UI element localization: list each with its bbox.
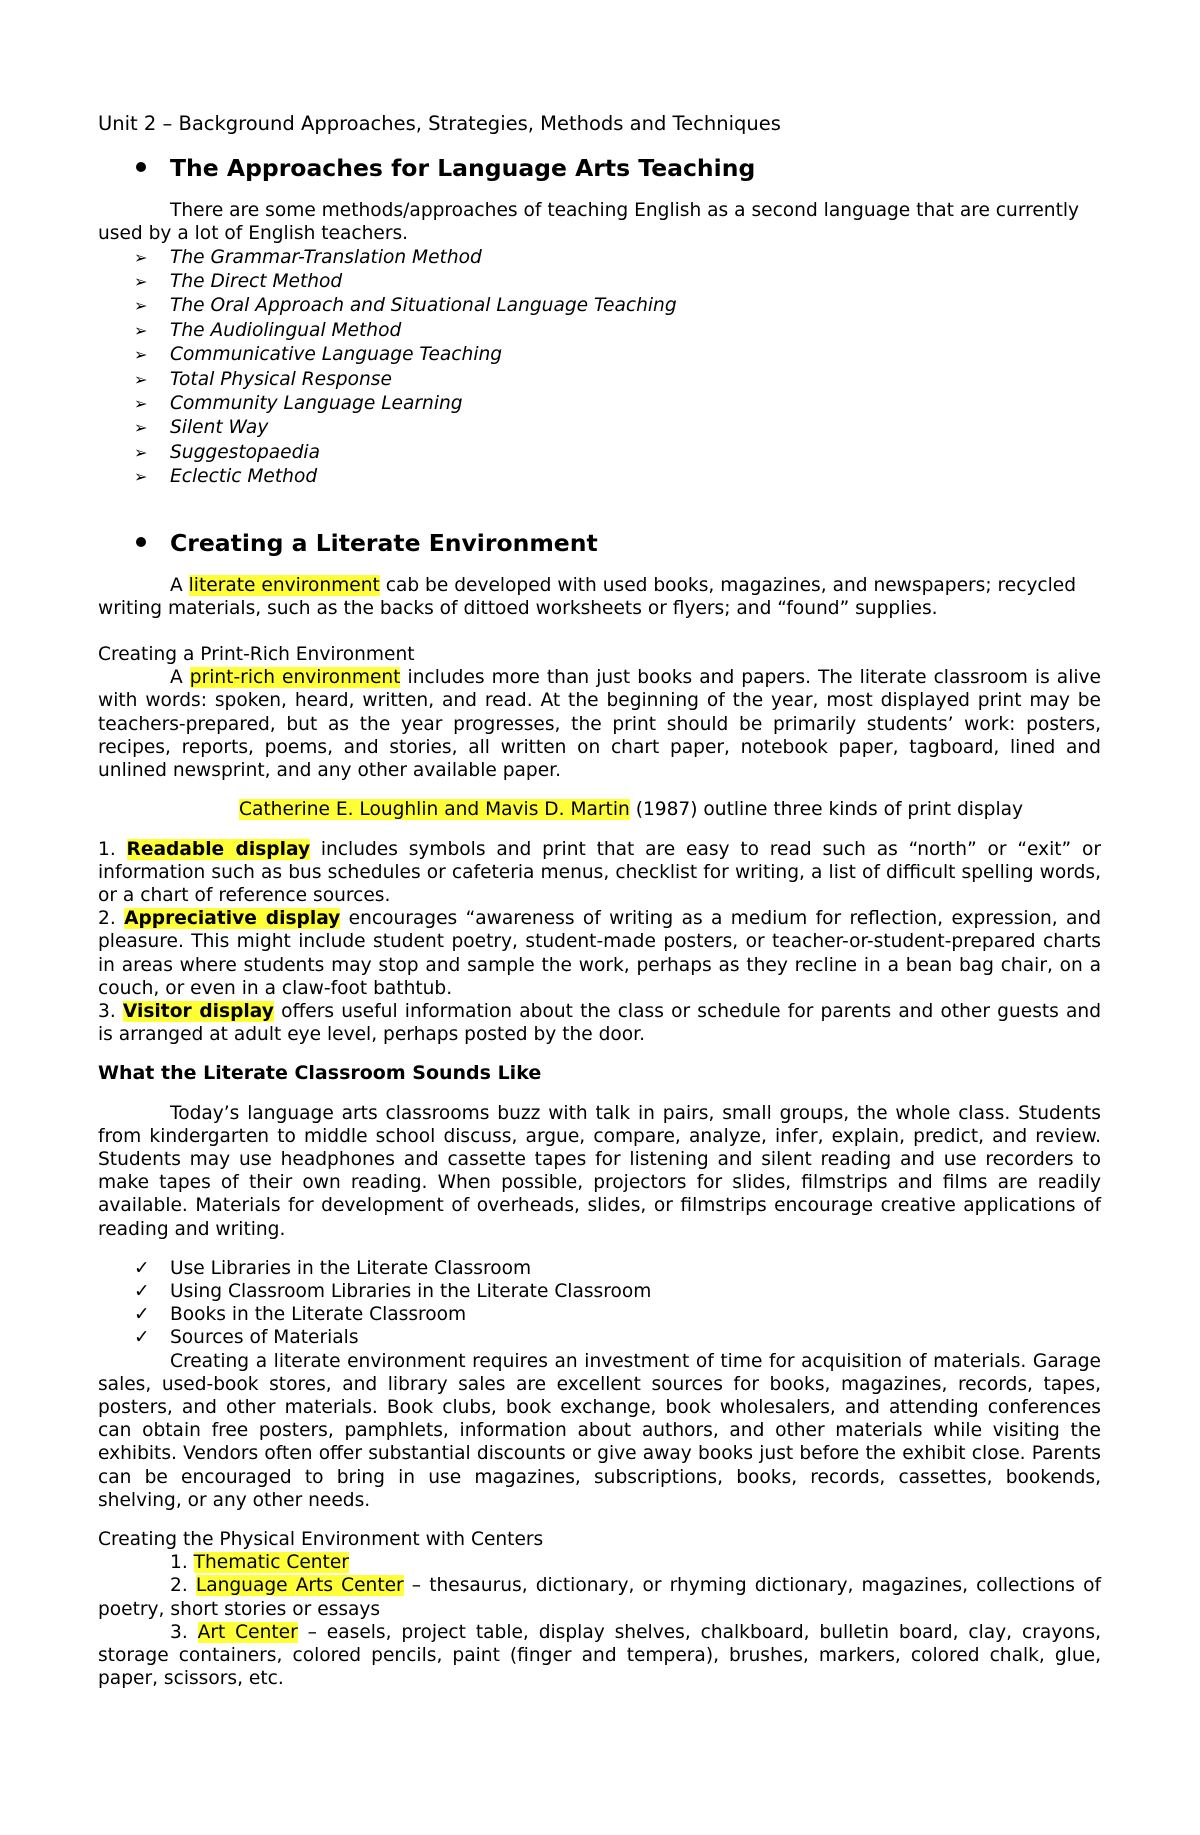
arrow-bullet-icon: ➢ bbox=[134, 442, 148, 462]
arrow-bullet-icon: ➢ bbox=[134, 320, 148, 340]
list-item: ✓ Use Libraries in the Literate Classroom bbox=[134, 1257, 532, 1279]
highlighted-term: Art Center bbox=[197, 1621, 298, 1643]
highlighted-term: Visitor display bbox=[122, 1000, 274, 1022]
display-item-visitor: 3. Visitor display offers useful information about the class or schedule for parents and other guests and is arranged at adult eye level, perhaps posted by the door. bbox=[98, 1000, 1102, 1046]
sounds-paragraph: Today’s language arts classrooms buzz with talk in pairs, small groups, the whole class. Students from kindergarten to middle school discuss, argue, compare, analyze, infer, explain, predict, and review. Students may use headphones and cassette tapes for listening and silent reading and use recorders to make tapes of their own reading. When possible, projectors for slides, filmstrips and films are readily available. Materials for development of overheads, slides, or filmstrips encourage creative applications of reading and writing. bbox=[98, 1102, 1101, 1240]
center-item-language-arts: 2. Language Arts Center – thesaurus, dictionary, or rhyming dictionary, magazines, collections of poetry, short stories or essays bbox=[98, 1575, 1102, 1620]
sounds-heading: What the Literate Classroom Sounds Like bbox=[98, 1062, 542, 1085]
arrow-bullet-icon: ➢ bbox=[134, 296, 148, 316]
section-heading-text: The Approaches for Language Arts Teaching bbox=[170, 154, 756, 183]
bullet-icon bbox=[136, 537, 146, 547]
arrow-bullet-icon: ➢ bbox=[134, 418, 148, 438]
checkmark-icon: ✓ bbox=[134, 1304, 150, 1326]
arrow-bullet-icon: ➢ bbox=[134, 369, 148, 389]
intro-paragraph: There are some methods/approaches of teaching English as a second language that are currently used by a lot of English teachers. bbox=[98, 200, 1080, 245]
list-item: ➢ The Audiolingual Method bbox=[98, 319, 1101, 343]
list-item: ✓ Sources of Materials bbox=[134, 1327, 359, 1349]
list-item: ✓ Using Classroom Libraries in the Literate Classroom bbox=[134, 1280, 652, 1302]
arrow-bullet-icon: ➢ bbox=[134, 467, 148, 487]
list-item: ➢ The Oral Approach and Situational Language Teaching bbox=[98, 294, 1101, 318]
document-page bbox=[98, 112, 1101, 1690]
arrow-bullet-icon: ➢ bbox=[134, 394, 148, 414]
list-item: ➢ The Direct Method bbox=[98, 270, 1101, 294]
list-item: ➢ Total Physical Response bbox=[98, 368, 1101, 392]
list-item: ➢ Eclectic Method bbox=[98, 465, 1101, 489]
section-heading-approaches bbox=[98, 153, 1101, 183]
print-rich-title: Creating a Print-Rich Environment bbox=[98, 644, 415, 666]
checklist bbox=[98, 1257, 1101, 1350]
list-item: ➢ Community Language Learning bbox=[98, 392, 1101, 416]
checkmark-icon: ✓ bbox=[134, 1280, 150, 1302]
center-item-thematic: 1. Thematic Center bbox=[170, 1552, 349, 1574]
highlighted-term: Appreciative display bbox=[124, 908, 341, 930]
checkmark-icon: ✓ bbox=[134, 1327, 150, 1349]
literate-environment-paragraph: A literate environment cab be developed with used books, magazines, and newspapers; recycled writing materials, such as the backs of dittoed worksheets or flyers; and “found” supplies. bbox=[98, 574, 1077, 619]
section-heading-text: Creating a Literate Environment bbox=[170, 528, 598, 557]
list-item: ➢ Communicative Language Teaching bbox=[98, 343, 1101, 367]
highlighted-term: print-rich environment bbox=[189, 667, 401, 689]
arrow-bullet-icon: ➢ bbox=[134, 345, 148, 365]
authors-line: Catherine E. Loughlin and Mavis D. Martin (1987) outline three kinds of print display bbox=[239, 799, 1024, 821]
display-item-appreciative: 2. Appreciative display encourages “awareness of writing as a medium for reflection, expression, and pleasure. This might include student poetry, student-made posters, or teacher-or-student-prepared charts in areas where students may stop and sample the work, perhaps as they recline in a bean bag chair, on a couch, or even in a claw-foot bathtub. bbox=[98, 908, 1101, 999]
centers-title: Creating the Physical Environment with Centers bbox=[98, 1528, 544, 1550]
arrow-bullet-icon: ➢ bbox=[134, 247, 148, 267]
list-item: ➢ The Grammar-Translation Method bbox=[98, 246, 1101, 270]
list-item: ➢ Silent Way bbox=[98, 416, 1101, 440]
list-item: ➢ Suggestopaedia bbox=[98, 441, 1101, 465]
unit-title: Unit 2 – Background Approaches, Strategies, Methods and Techniques bbox=[98, 112, 781, 135]
arrow-bullet-icon: ➢ bbox=[134, 272, 148, 292]
highlighted-term: literate environment bbox=[188, 574, 380, 596]
highlighted-term: Catherine E. Loughlin and Mavis D. Martin bbox=[239, 799, 630, 821]
methods-list bbox=[98, 246, 1101, 490]
sources-paragraph: Creating a literate environment requires an investment of time for acquisition of materials. Garage sales, used-book stores, and library sales are excellent sources for books, magazines, records, tapes, posters, and other materials. Book clubs, book exchange, book wholesalers, and attending conferences can obtain free posters, pamphlets, information about authors, and other materials while visiting the exhibits. Vendors often offer substantial discounts or give away books just before the exhibit close. Parents can be encouraged to bring in use magazines, subscriptions, books, records, cassettes, bookends, shelving, or any other needs. bbox=[98, 1350, 1101, 1511]
bullet-icon bbox=[136, 162, 146, 172]
highlighted-term: Language Arts Center bbox=[195, 1575, 404, 1597]
checkmark-icon: ✓ bbox=[134, 1257, 150, 1279]
highlighted-term: Thematic Center bbox=[193, 1552, 349, 1574]
highlighted-term: Readable display bbox=[126, 838, 311, 860]
display-item-readable: 1. Readable display includes symbols and print that are easy to read such as “north” or “exit” or information such as bus schedules or cafeteria menus, checklist for writing, a list of difficult spelling words, or a chart of reference sources. bbox=[98, 838, 1101, 906]
list-item: ✓ Books in the Literate Classroom bbox=[134, 1304, 467, 1326]
center-item-art: 3. Art Center – easels, project table, display shelves, chalkboard, bulletin board, clay, crayons, storage containers, colored pencils, paint (finger and tempera), brushes, markers, colored chalk, glue, paper, scissors, etc. bbox=[98, 1621, 1101, 1690]
section-heading-literate-environment bbox=[98, 528, 1101, 558]
print-rich-paragraph: A print-rich environment includes more than just books and papers. The literate classroom is alive with words: spoken, heard, written, and read. At the beginning of the year, most displayed print may be teachers-prepared, but as the year progresses, the print should be primarily students’ work: posters, recipes, reports, poems, and stories, all written on chart paper, notebook paper, tagboard, lined and unlined newsprint, and any other available paper. bbox=[98, 667, 1101, 782]
